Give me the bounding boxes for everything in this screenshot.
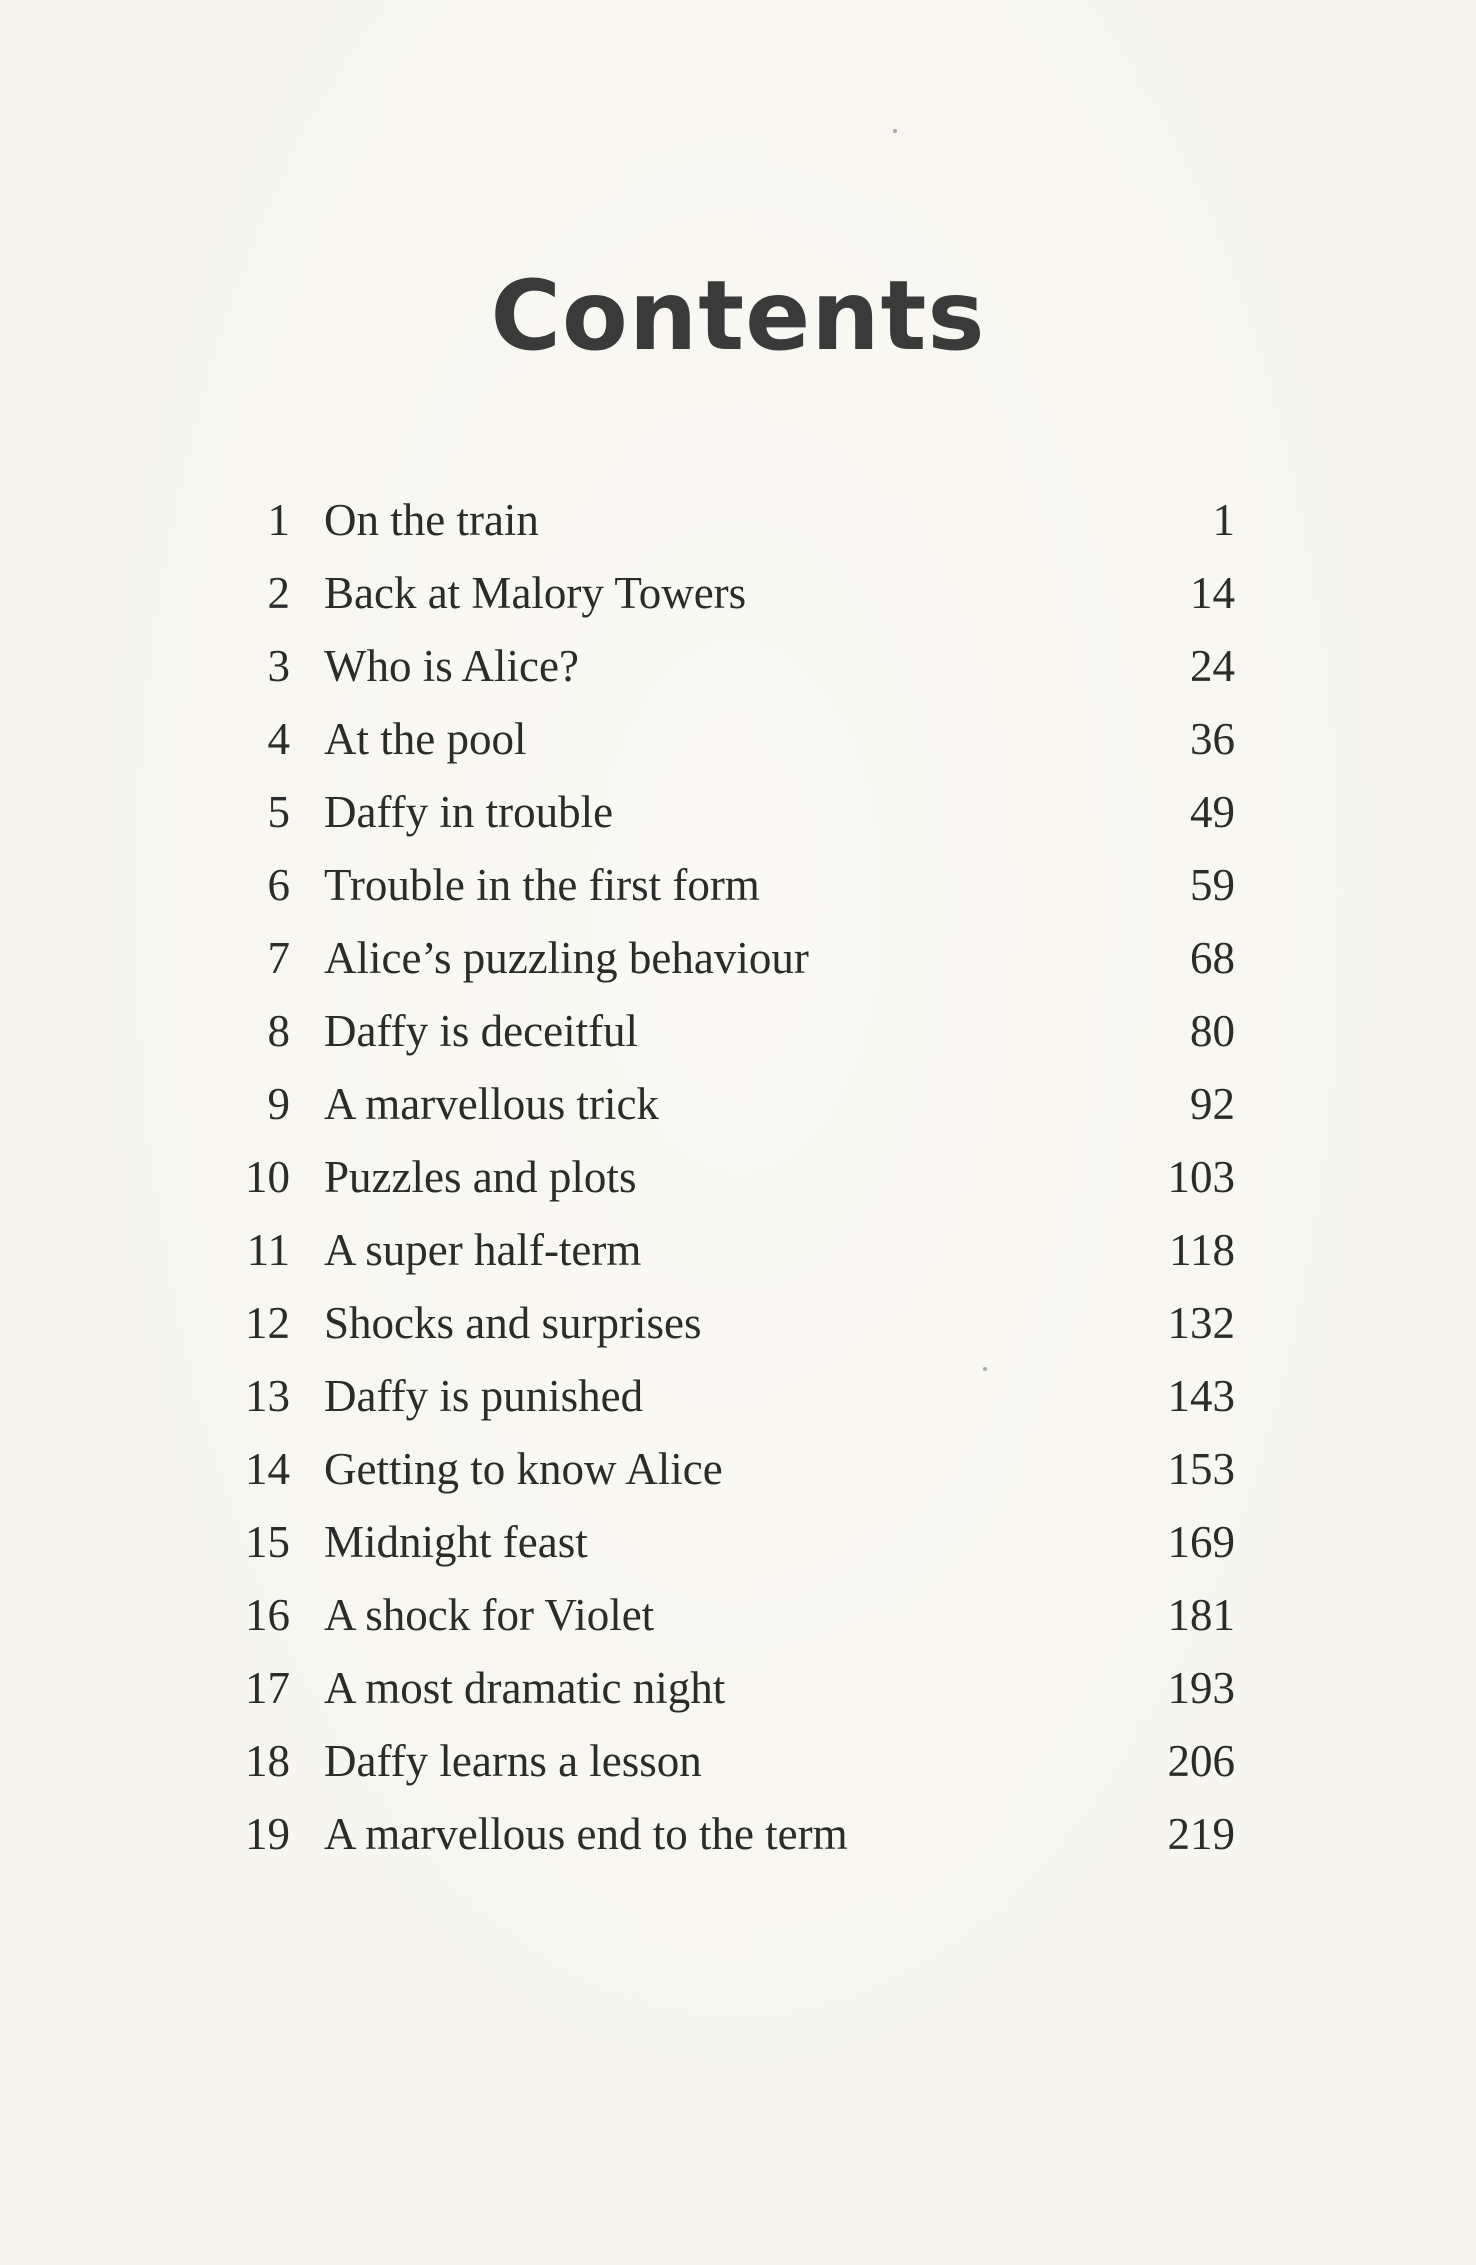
toc-entry	[0, 1214, 1476, 1287]
chapter-title: A super half-term	[324, 1225, 642, 1275]
page-number: 36	[1190, 714, 1235, 764]
toc-entry	[0, 1579, 1476, 1652]
chapter-title: Daffy in trouble	[324, 787, 614, 837]
chapter-number: 10	[245, 1152, 290, 1202]
page-number: 206	[1167, 1736, 1235, 1786]
chapter-title: Midnight feast	[324, 1517, 588, 1567]
page-title: Contents	[490, 260, 986, 372]
chapter-number: 1	[267, 495, 290, 545]
page-number: 219	[1167, 1809, 1235, 1859]
page-number: 92	[1190, 1079, 1235, 1129]
chapter-title: Trouble in the first form	[324, 860, 760, 910]
page-number: 193	[1167, 1663, 1235, 1713]
chapter-title: A marvellous end to the term	[324, 1809, 848, 1859]
chapter-number: 19	[245, 1809, 290, 1859]
toc-entry	[0, 557, 1476, 630]
page-number: 181	[1167, 1590, 1235, 1640]
chapter-number: 4	[267, 714, 290, 764]
chapter-title: Alice’s puzzling behaviour	[324, 933, 809, 983]
page-number: 132	[1167, 1298, 1235, 1348]
toc-entry	[0, 484, 1476, 557]
toc-entry	[0, 995, 1476, 1068]
page-number: 153	[1167, 1444, 1235, 1494]
page-number: 169	[1167, 1517, 1235, 1567]
chapter-number: 5	[267, 787, 290, 837]
chapter-title: Shocks and surprises	[324, 1298, 702, 1348]
toc-entry	[0, 1798, 1476, 1871]
toc-entry	[0, 1652, 1476, 1725]
page-number: 118	[1169, 1225, 1235, 1275]
paper-speck	[893, 129, 897, 133]
page-number: 80	[1190, 1006, 1235, 1056]
toc-entry	[0, 776, 1476, 849]
chapter-title: Daffy learns a lesson	[324, 1736, 702, 1786]
toc-entry	[0, 1068, 1476, 1141]
chapter-title: On the train	[324, 495, 539, 545]
chapter-number: 8	[267, 1006, 290, 1056]
page-number: 59	[1190, 860, 1235, 910]
chapter-number: 14	[245, 1444, 290, 1494]
toc-entry	[0, 1725, 1476, 1798]
toc-entry	[0, 703, 1476, 776]
chapter-number: 9	[267, 1079, 290, 1129]
toc-entry	[0, 630, 1476, 703]
page-number: 103	[1167, 1152, 1235, 1202]
chapter-title: At the pool	[324, 714, 527, 764]
chapter-number: 16	[245, 1590, 290, 1640]
chapter-title: Puzzles and plots	[324, 1152, 637, 1202]
chapter-number: 11	[246, 1225, 290, 1275]
chapter-title: A marvellous trick	[324, 1079, 659, 1129]
page-number: 49	[1190, 787, 1235, 837]
page-number: 1	[1212, 495, 1235, 545]
page-number: 68	[1190, 933, 1235, 983]
chapter-title: A most dramatic night	[324, 1663, 726, 1713]
page-number: 14	[1190, 568, 1235, 618]
chapter-number: 17	[245, 1663, 290, 1713]
page-number: 24	[1190, 641, 1235, 691]
chapter-number: 15	[245, 1517, 290, 1567]
toc-entry	[0, 1433, 1476, 1506]
chapter-title: Daffy is deceitful	[324, 1006, 639, 1056]
chapter-title: Back at Malory Towers	[324, 568, 747, 618]
chapter-title: Who is Alice?	[324, 641, 579, 691]
toc-entry	[0, 1360, 1476, 1433]
toc-entry	[0, 1141, 1476, 1214]
chapter-number: 12	[245, 1298, 290, 1348]
toc-entry	[0, 922, 1476, 995]
chapter-title: A shock for Violet	[324, 1590, 655, 1640]
chapter-title: Daffy is punished	[324, 1371, 644, 1421]
page-number: 143	[1167, 1371, 1235, 1421]
toc-entry	[0, 1506, 1476, 1579]
toc-entry	[0, 849, 1476, 922]
chapter-number: 18	[245, 1736, 290, 1786]
chapter-title: Getting to know Alice	[324, 1444, 723, 1494]
chapter-number: 6	[267, 860, 290, 910]
chapter-number: 7	[267, 933, 290, 983]
toc-entry	[0, 1287, 1476, 1360]
chapter-number: 13	[245, 1371, 290, 1421]
chapter-number: 2	[267, 568, 290, 618]
chapter-number: 3	[267, 641, 290, 691]
